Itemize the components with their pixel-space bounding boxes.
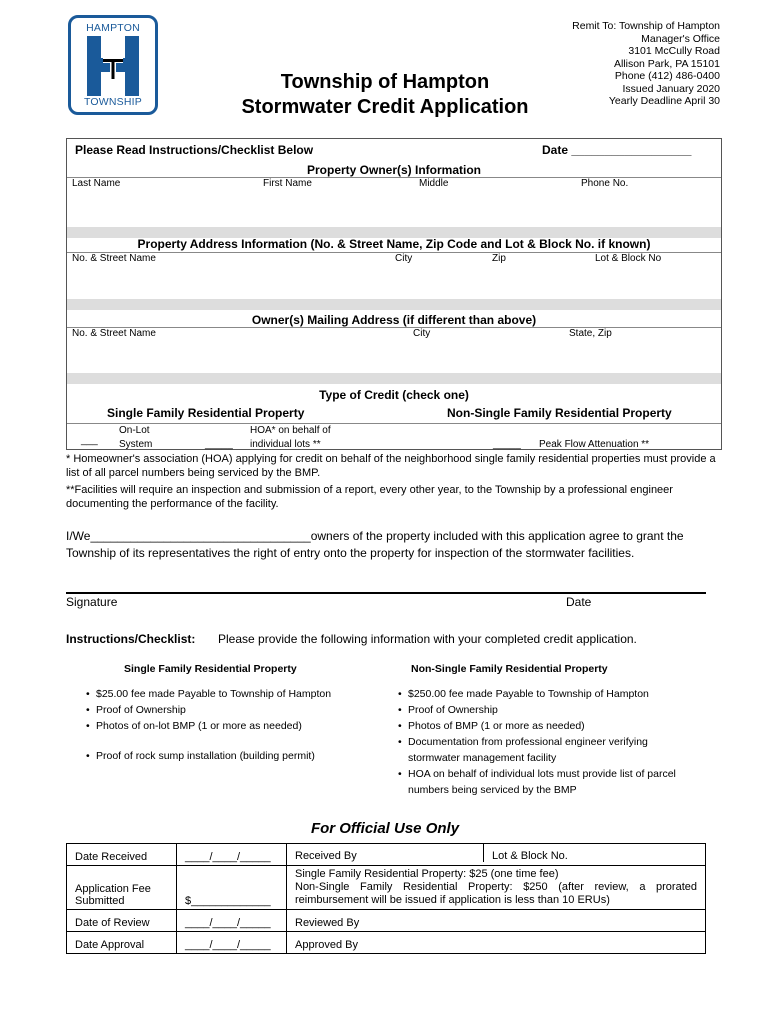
list-item: • $250.00 fee made Payable to Township of Hampton xyxy=(408,686,698,702)
fee-field[interactable]: $_____________ xyxy=(177,866,287,910)
non-single-family-checklist xyxy=(392,686,698,798)
fee-single-text: Single Family Residential Property: $25 (one time fee) xyxy=(295,868,559,880)
list-item: • Proof of Ownership xyxy=(96,702,386,718)
remit-line: Issued January 2020 xyxy=(622,82,720,95)
lot-block-field[interactable]: Lot & Block No. xyxy=(492,850,568,862)
list-item: • Photos of on-lot BMP (1 or more as needed) xyxy=(96,718,386,734)
date-review-field[interactable]: ____/____/_____ xyxy=(177,910,287,932)
address-section-heading: Property Address Information (No. & Street Name, Zip Code and Lot & Block No. if known) xyxy=(137,237,651,251)
list-item: • $25.00 fee made Payable to Township of Hampton xyxy=(96,686,386,702)
signature-date-label: Date xyxy=(566,595,592,609)
mailing-city-label: City xyxy=(413,328,431,339)
single-family-checklist xyxy=(80,686,386,764)
non-single-family-heading: Non-Single Family Residential Property xyxy=(447,406,672,420)
mailing-section-heading: Owner(s) Mailing Address (if different than above) xyxy=(251,313,537,327)
remit-line: Phone (412) 486-0400 xyxy=(614,70,720,82)
single-family-heading: Single Family Residential Property xyxy=(107,406,305,420)
approved-by-field[interactable]: Approved By xyxy=(287,932,706,954)
logo-h-icon xyxy=(85,36,141,96)
remit-line: Manager's Office xyxy=(641,32,720,45)
onlot-label-line2: System xyxy=(119,439,153,450)
hoa-footnote: * Homeowner's association (HOA) applying for credit on behalf of the neighborhood single family residential properties must provide a list of all parcel numbers being serviced by the BMP. xyxy=(66,453,716,479)
fee-nonsingle-text: Non-Single Family Residential Property: $250 (after review, a prorated reimbursement will be issued if application is less than 10 ERUs) xyxy=(295,881,697,906)
remit-address xyxy=(572,20,720,108)
official-use-title: For Official Use Only xyxy=(310,820,460,837)
date-approval-field[interactable]: ____/____/_____ xyxy=(177,932,287,954)
mailing-address-field[interactable] xyxy=(67,340,721,373)
remit-line: Yearly Deadline April 30 xyxy=(608,95,720,107)
date-review-label: Date of Review xyxy=(67,910,177,932)
hoa-label-line1: HOA* on behalf of xyxy=(250,425,331,436)
application-form xyxy=(66,138,722,450)
mailing-street-label: No. & Street Name xyxy=(72,328,156,339)
remit-line: Allison Park, PA 15101 xyxy=(613,57,720,70)
checklist-nonsingle-heading: Non-Single Family Residential Property xyxy=(411,663,608,675)
city-label: City xyxy=(395,253,413,264)
owner-section-heading: Property Owner(s) Information xyxy=(306,163,482,177)
facility-footnote: **Facilities will require an inspection and submission of a report, every other year, to the Township by a professional engineer documenting the performance of the facility. xyxy=(66,484,673,510)
list-item: • Proof of rock sump installation (building permit) xyxy=(96,748,386,764)
lot-block-label: Lot & Block No xyxy=(595,253,662,264)
application-fee-label xyxy=(67,866,177,910)
official-use-table xyxy=(66,843,706,954)
zip-label: Zip xyxy=(492,253,506,264)
page-title xyxy=(220,70,550,120)
credit-section-heading: Type of Credit (check one) xyxy=(319,388,469,402)
date-received-field[interactable]: ____/____/_____ xyxy=(177,844,287,866)
logo-bottom-text: TOWNSHIP xyxy=(84,96,142,108)
first-name-label: First Name xyxy=(263,178,312,189)
signature-label: Signature xyxy=(66,595,118,609)
phone-label: Phone No. xyxy=(581,178,629,189)
hoa-checkbox[interactable]: _____ xyxy=(205,439,233,450)
property-address-field[interactable] xyxy=(67,265,721,299)
title-line-2: Stormwater Credit Application xyxy=(241,96,529,118)
peak-flow-label: Peak Flow Attenuation ** xyxy=(539,439,650,450)
instructions-heading: Please Read Instructions/Checklist Below xyxy=(75,143,314,157)
mailing-state-zip-label: State, Zip xyxy=(569,328,612,339)
signature-line[interactable] xyxy=(66,592,706,594)
agreement-text: I/We_________________________________owners of the property included with this application agree to grant the Township of its representatives the right of entry onto the property for inspection of the stormwater facilities. xyxy=(66,529,684,560)
remit-line: 3101 McCully Road xyxy=(628,45,720,57)
remit-line: Remit To: Township of Hampton xyxy=(572,20,720,32)
onlot-label-line1: On-Lot xyxy=(119,425,150,436)
list-item: • HOA on behalf of individual lots must provide list of parcel numbers being serviced by the BMP xyxy=(408,766,698,798)
app-fee-line2: Submitted xyxy=(75,895,125,907)
peak-flow-checkbox[interactable]: _____ xyxy=(493,439,521,450)
reviewed-by-field[interactable]: Reviewed By xyxy=(287,910,706,932)
logo-top-text: HAMPTON xyxy=(86,22,140,34)
middle-label: Middle xyxy=(419,178,449,189)
date-received-label: Date Received xyxy=(67,844,177,866)
onlot-checkbox[interactable]: ___ xyxy=(81,435,98,446)
last-name-label: Last Name xyxy=(72,178,121,189)
app-fee-line1: Application Fee xyxy=(75,883,151,895)
list-item: • Photos of BMP (1 or more as needed) xyxy=(408,718,698,734)
title-line-1: Township of Hampton xyxy=(280,71,490,93)
street-label: No. & Street Name xyxy=(72,253,156,264)
received-by-field[interactable]: Received By xyxy=(287,844,484,862)
list-item: • Proof of Ownership xyxy=(408,702,698,718)
date-field[interactable]: Date __________________ xyxy=(542,143,692,157)
hoa-label-line2: individual lots ** xyxy=(250,439,321,450)
owner-info-field[interactable] xyxy=(67,191,721,227)
list-item: • Documentation from professional engineer verifying stormwater management facility xyxy=(408,734,698,766)
date-approval-label: Date Approval xyxy=(67,932,177,954)
checklist-single-heading: Single Family Residential Property xyxy=(124,663,297,675)
checklist-intro: Please provide the following information with your completed credit application. xyxy=(218,632,637,646)
checklist-heading: Instructions/Checklist: xyxy=(66,632,196,646)
township-logo xyxy=(68,15,158,115)
